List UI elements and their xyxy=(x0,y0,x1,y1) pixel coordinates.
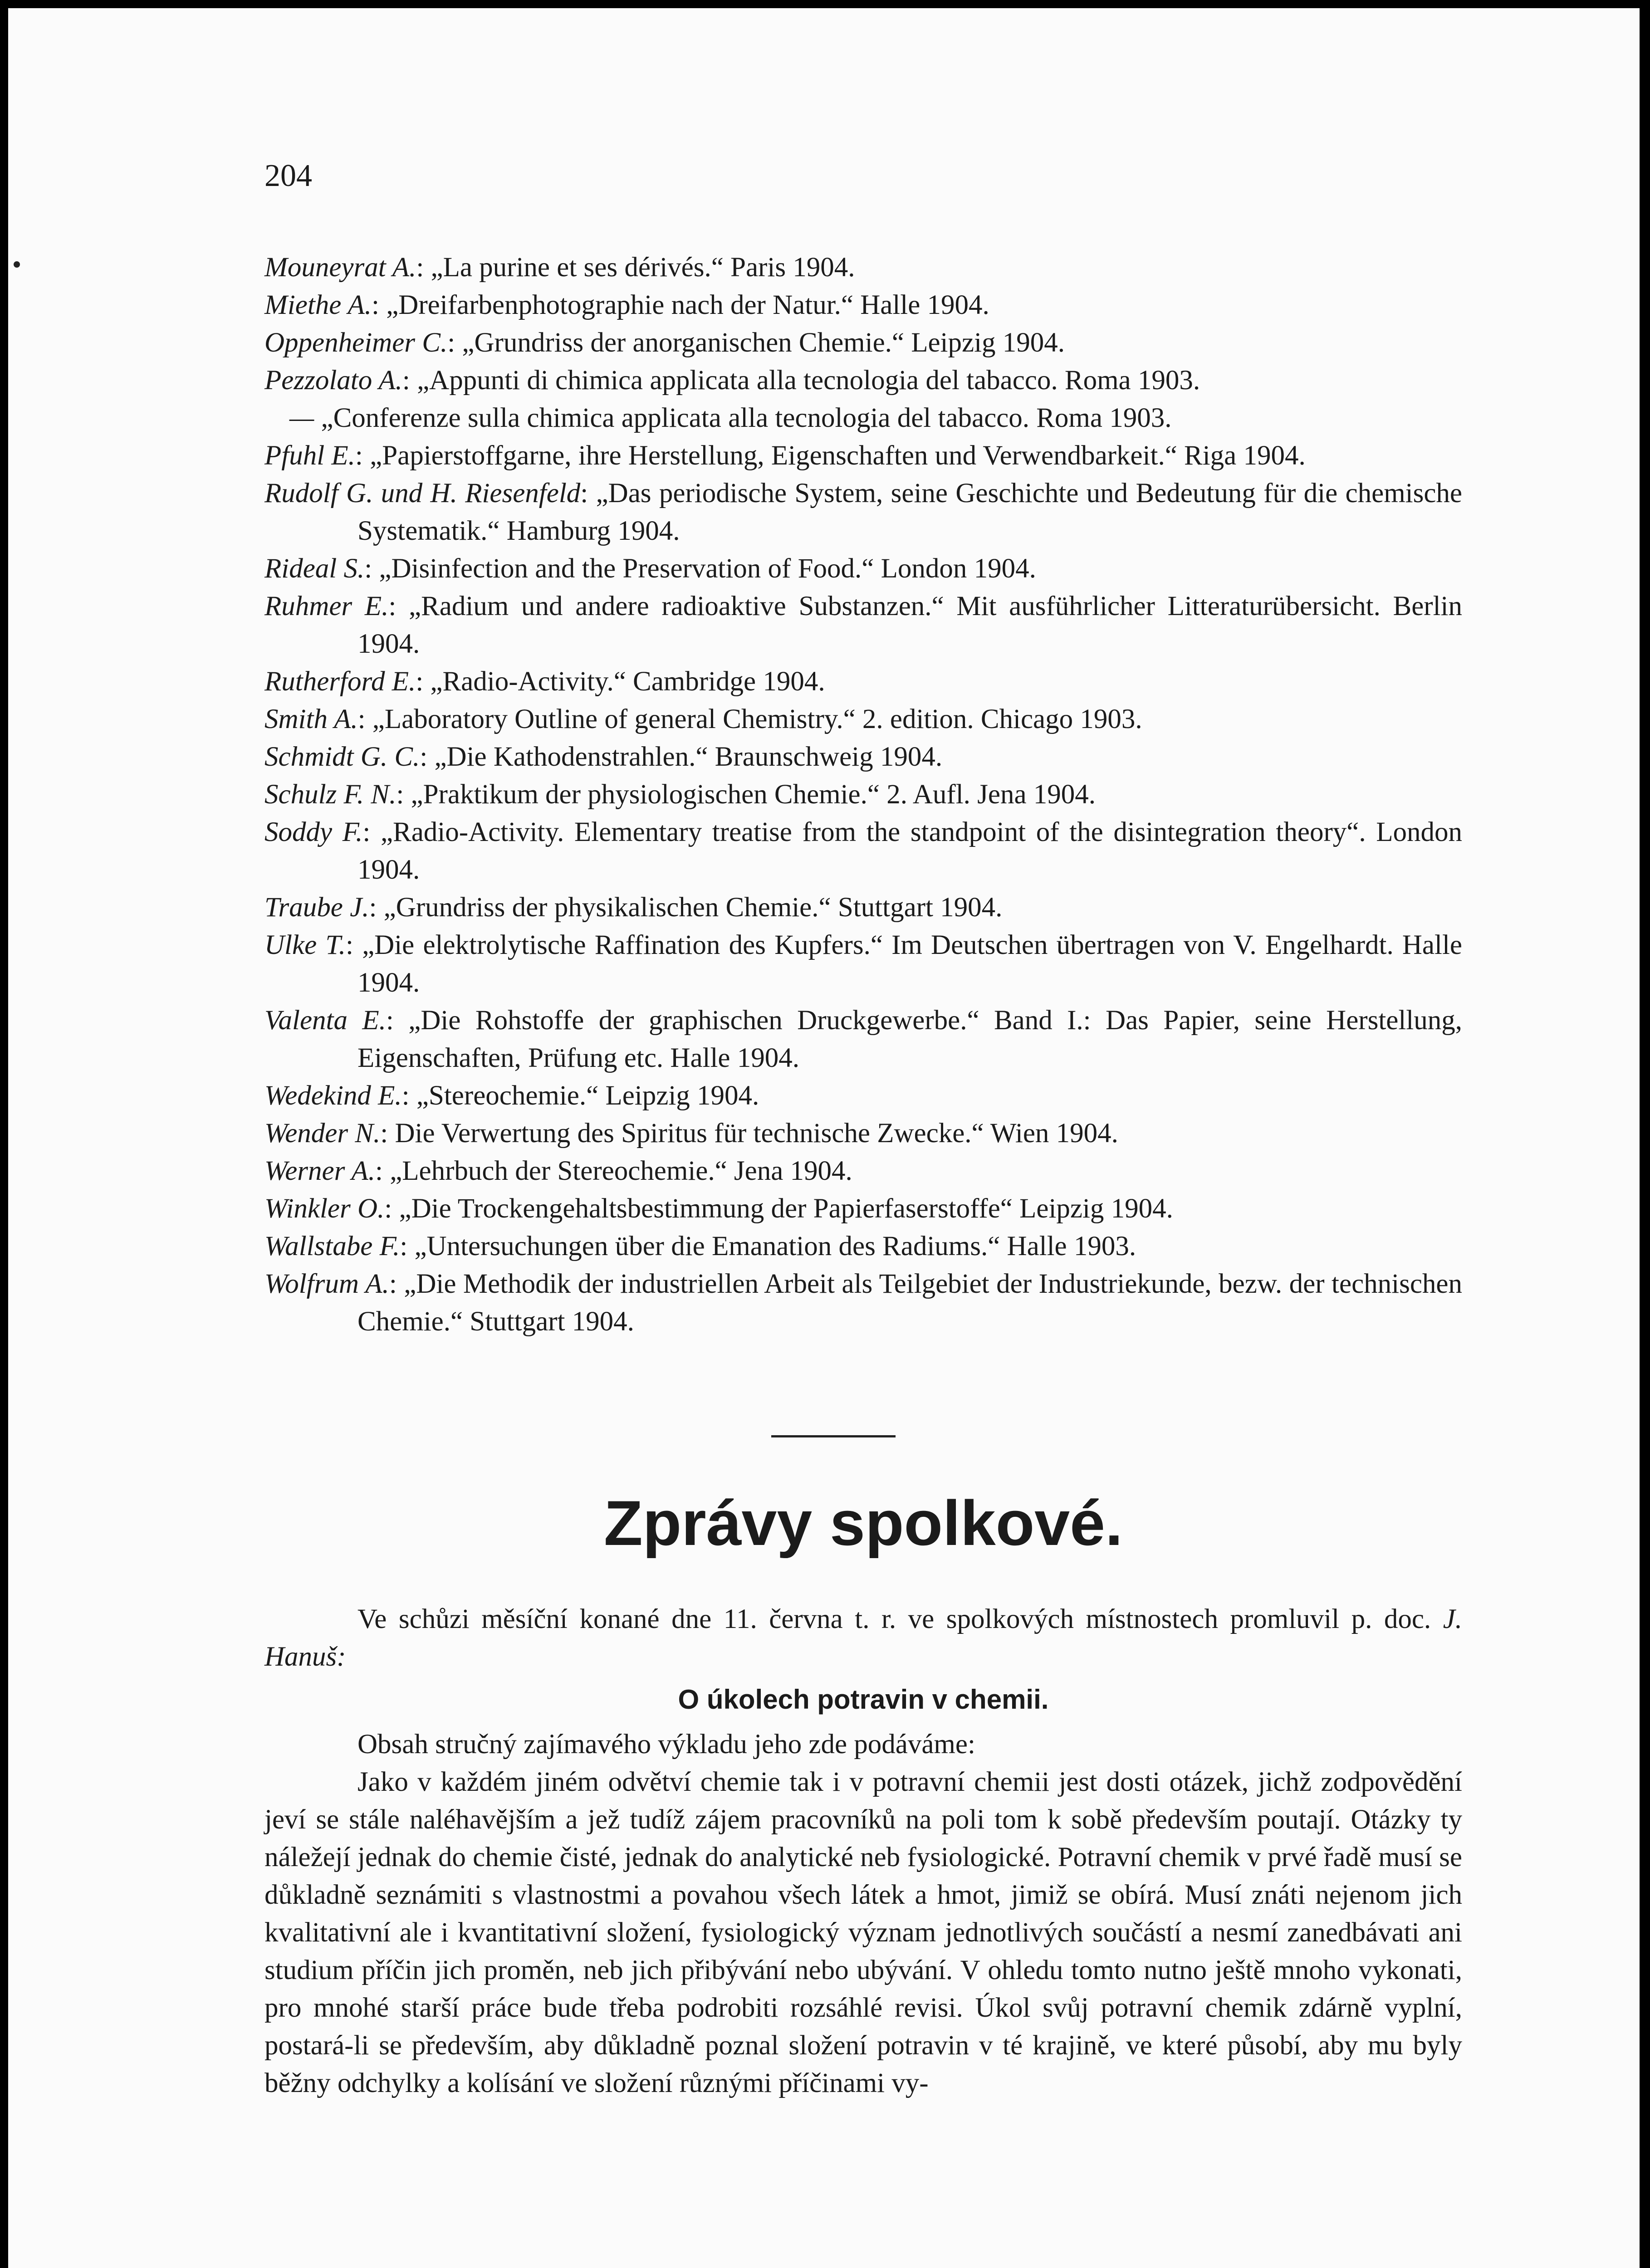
bibliography-entry xyxy=(264,926,1462,1002)
entry-text: : Die Verwertung des Spiritus für technische Zwecke.“ Wien 1904. xyxy=(380,1118,1118,1149)
paragraph: Obsah stručný zajímavého výkladu jeho zde podáváme: xyxy=(357,1729,975,1760)
entry-text: : „Die Trockengehaltsbestimmung der Papierfaserstoffe“ Leipzig 1904. xyxy=(384,1193,1173,1224)
entry-author: Schulz F. N. xyxy=(264,779,397,810)
entry-text: : „Appunti di chimica applicata alla tecnologia del tabacco. Roma 1903. xyxy=(402,365,1200,396)
bibliography-entry xyxy=(264,813,1462,889)
entry-text: : „Grundriss der anorganischen Chemie.“ Leipzig 1904. xyxy=(447,327,1065,358)
entry-text: : „Die elektrolytische Raffination des Kupfers.“ Im Deutschen übertragen von V. Engelhardt. Halle 1904. xyxy=(345,930,1462,998)
entry-author: Rideal S. xyxy=(264,553,365,584)
lecture-title: O úkolech potravin v chemii. xyxy=(678,1684,1049,1715)
bibliography-entry xyxy=(264,1152,1462,1190)
bibliography-entry xyxy=(264,889,1462,926)
speaker-name: J. Hanuš: xyxy=(264,1604,1462,1672)
entry-author: Rudolf G. und H. Riesenfeld xyxy=(264,478,581,508)
intro-paragraph xyxy=(264,1600,1462,1676)
entry-author: Schmidt G. C. xyxy=(264,742,420,772)
entry-text: : „Radio-Activity.“ Cambridge 1904. xyxy=(416,666,825,697)
entry-author: Ulke T. xyxy=(264,930,346,960)
bibliography-entry xyxy=(264,1190,1462,1227)
intro-text: Ve schůzi měsíční konané dne 11. června t. r. ve spolkových místnostech promluvil p. doc. xyxy=(357,1604,1443,1634)
entry-author: Pfuhl E. xyxy=(264,440,355,471)
entry-text: : „Laboratory Outline of general Chemistry.“ 2. edition. Chicago 1903. xyxy=(357,704,1142,734)
bibliography-entry xyxy=(264,249,1462,286)
entry-text: : „Praktikum der physiologischen Chemie.“ 2. Aufl. Jena 1904. xyxy=(396,779,1096,810)
entry-text: : „Die Methodik der industriellen Arbeit als Teilgebiet der Industriekunde, bezw. der technischen Chemie.“ Stuttgart 1904. xyxy=(357,1269,1462,1337)
bibliography-entry xyxy=(264,399,1462,437)
bibliography-list xyxy=(264,249,1462,1340)
bibliography-entry xyxy=(264,1227,1462,1265)
bibliography-entry xyxy=(264,776,1462,813)
entry-author: Wender N. xyxy=(264,1118,381,1149)
entry-author: Oppenheimer C. xyxy=(264,327,448,358)
section-body xyxy=(264,1600,1462,2102)
entry-text: : „La purine et ses dérivés.“ Paris 1904. xyxy=(416,252,855,283)
bibliography-entry xyxy=(264,1265,1462,1340)
entry-author: Soddy F. xyxy=(264,817,363,847)
bibliography-entry xyxy=(264,437,1462,474)
bibliography-entry xyxy=(264,286,1462,324)
entry-text: : „Das periodische System, seine Geschichte und Bedeutung für die chemische Systematik.“ Hamburg 1904. xyxy=(357,478,1462,546)
entry-author: Traube J. xyxy=(264,892,369,923)
entry-text: : „Papierstoffgarne, ihre Herstellung, Eigenschaften und Verwendbarkeit.“ Riga 1904. xyxy=(355,440,1306,471)
entry-author: Pezzolato A. xyxy=(264,365,402,396)
entry-text: : „Grundriss der physikalischen Chemie.“ Stuttgart 1904. xyxy=(369,892,1003,923)
document-page xyxy=(8,8,1640,2268)
bibliography-entry xyxy=(264,1002,1462,1077)
entry-text: : „Disinfection and the Preservation of Food.“ London 1904. xyxy=(364,553,1036,584)
paragraph: Jako v každém jiném odvětví chemie tak i v potravní chemii jest dosti otázek, jichž zodpovědění jeví se stále naléhavějším a jež tudíž zájem pracovníků na poli tom k sobě především poutají. Otázky ty náležejí jednak do chemie čisté, jednak do analytické neb fysiologické. Potravní chemik v prvé řadě musí se důkladně seznámiti s vlastnostmi a povahou všech látek a hmot, jimiž se obírá. Musí znáti nejenom jich kvalitativní ale i kvantitativní složení, fysiologický význam jednotlivých součástí a nesmí zanedbávati ani studium příčin jich proměn, neb jich přibývání nebo ubývání. V ohledu tomto nutno ještě mnoho vykonati, pro mnohé starší práce bude třeba podrobiti rozsáhlé revisi. Úkol svůj potravní chemik zdárně vyplní, postará-li se především, aby důkladně poznal složení potravin v té krajině, ve které působí, aby mu byly běžny odchylky a kolísání ve složení různými příčinami vy- xyxy=(264,1767,1462,2098)
entry-text: : „Radio-Activity. Elementary treatise from the standpoint of the disintegration theory“. London 1904. xyxy=(357,817,1462,885)
entry-author: Smith A. xyxy=(264,704,358,734)
section-title: Zprávy spolkové. xyxy=(604,1487,1123,1559)
page-number: 204 xyxy=(264,158,312,193)
bibliography-entry xyxy=(264,663,1462,700)
bibliography-entry xyxy=(264,700,1462,738)
entry-text: : „Die Kathodenstrahlen.“ Braunschweig 1904. xyxy=(420,742,943,772)
entry-author: Werner A. xyxy=(264,1156,375,1186)
entry-author: — xyxy=(289,403,314,433)
margin-mark xyxy=(14,261,20,268)
entry-author: Valenta E. xyxy=(264,1005,386,1036)
entry-author: Mouneyrat A. xyxy=(264,252,416,283)
bibliography-entry xyxy=(264,1077,1462,1114)
entry-text: : „Lehrbuch der Stereochemie.“ Jena 1904. xyxy=(375,1156,852,1186)
bibliography-entry xyxy=(264,324,1462,362)
entry-text: : „Dreifarbenphotographie nach der Natur.“ Halle 1904. xyxy=(372,290,989,320)
entry-author: Ruhmer E. xyxy=(264,591,389,621)
bibliography-entry xyxy=(264,587,1462,663)
bibliography-entry xyxy=(264,550,1462,587)
entry-author: Rutherford E. xyxy=(264,666,416,697)
entry-author: Wallstabe F. xyxy=(264,1231,400,1261)
entry-author: Wolfrum A. xyxy=(264,1269,389,1299)
entry-text: : „Radium und andere radioaktive Substanzen.“ Mit ausführlicher Litteraturübersicht. Berlin 1904. xyxy=(357,591,1462,659)
bibliography-entry xyxy=(264,474,1462,550)
bibliography-entry xyxy=(264,1114,1462,1152)
entry-text: „Conferenze sulla chimica applicata alla tecnologia del tabacco. Roma 1903. xyxy=(314,403,1172,433)
entry-text: : „Stereochemie.“ Leipzig 1904. xyxy=(401,1080,759,1111)
section-divider xyxy=(771,1435,896,1437)
entry-author: Winkler O. xyxy=(264,1193,385,1224)
entry-author: Wedekind E. xyxy=(264,1080,402,1111)
bibliography-entry xyxy=(264,738,1462,776)
entry-text: : „Untersuchungen über die Emanation des Radiums.“ Halle 1903. xyxy=(400,1231,1136,1261)
entry-author: Miethe A. xyxy=(264,290,372,320)
bibliography-entry xyxy=(264,362,1462,399)
entry-text: : „Die Rohstoffe der graphischen Druckgewerbe.“ Band I.: Das Papier, seine Herstellung, Eigenschaften, Prüfung etc. Halle 1904. xyxy=(357,1005,1462,1073)
